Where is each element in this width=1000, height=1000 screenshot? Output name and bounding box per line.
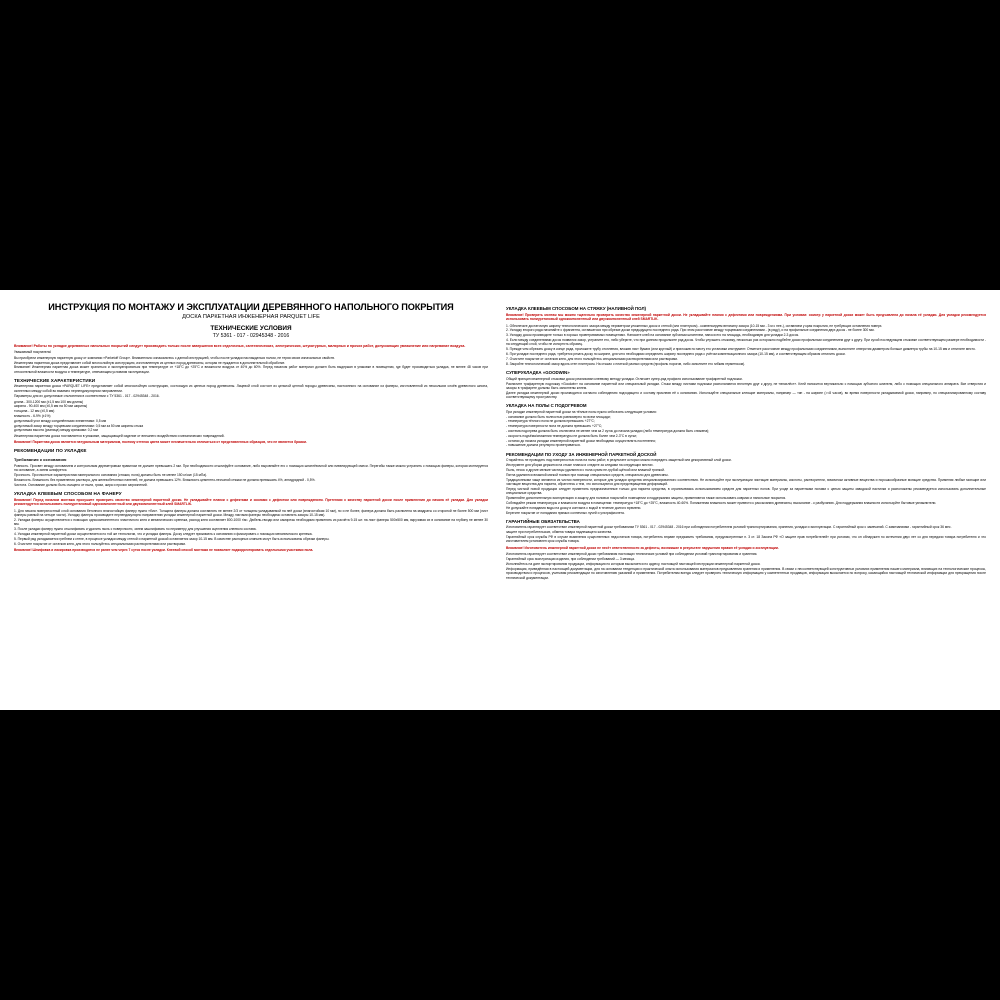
glue-plywood-steps bbox=[14, 509, 488, 546]
specs-heading: ТЕХНИЧЕСКИЕ УСЛОВИЯ bbox=[210, 325, 292, 333]
requirement-item: Чистота. Основание должно быть очищено от пыли, грязи, жира и прочих загрязнений. bbox=[14, 482, 148, 487]
greeting-heading: Уважаемый покупатель! bbox=[14, 350, 52, 355]
care-line: Берегите покрытие от попадания прямых солнечных лучей и ультрафиолета. bbox=[506, 510, 625, 515]
warm-floor-list bbox=[506, 410, 986, 448]
warm-floor-line: - повышение должна регулярно проветриваться. bbox=[506, 443, 581, 448]
base-requirements-heading: Требования к основанию bbox=[14, 457, 67, 463]
care-line: Пыль, песок и другие мелкие частицы удаляются с пола сухим не-грубой щёткой или влажной тряпкой. bbox=[506, 467, 665, 472]
page-subtitle: ДОСКА ПАРКЕТНАЯ ИНЖЕНЕРНАЯ PARQUET LIFE bbox=[182, 313, 320, 320]
characteristics-item: влажность - 6-9% (±1%) bbox=[14, 414, 51, 419]
screed-heading: УКЛАДКА КЛЕЕВЫМ СПОСОБОМ НА СТЯЖКУ (НАЛИВНОЙ ПОЛ) bbox=[506, 306, 646, 311]
step-item: 8. Закройте технологический зазор вдоль стен плинтусом. На стыках с плиткой разных средств (профиль порогов, либо заполните его гибким герметиком). bbox=[506, 361, 745, 366]
care-line: Инструмент для уборки держится на стыке планок и следите за следами на следующих местах. bbox=[506, 462, 654, 467]
packaging-note: Инженерная паркетная доска поставляется в упаковке, защищающей изделие от внешнего воздействия и механических повреждений. bbox=[14, 433, 225, 438]
characteristics-list bbox=[14, 400, 488, 433]
warranty-extra-line: Изготовитель гарантирует соответствие инженерной доски требованиям настоящих технических условий при соблюдении условий транспортирования и хранения. bbox=[506, 551, 758, 556]
care-heading: РЕКОМЕНДАЦИИ ПО УХОДУ ЗА ИНЖЕНЕРНОЙ ПАРКЕТНОЙ ДОСКОЙ bbox=[506, 451, 657, 457]
warm-floor-line: - температура поверхности пола не должна превышать +27°С; bbox=[506, 424, 603, 429]
characteristics-item: допустимая высота (разница) между кромками: 0,2 мм bbox=[14, 428, 98, 433]
specs-code: ТУ 5361 - 017 - 02945348 - 2016 bbox=[212, 333, 290, 340]
warranty-line: Гарантийный срок службы РФ в случае выявления существенных недостатков товара, потребитель вправе предъявить требования, предусмотренные п. 3 ст. 18 Закона РФ «О защите прав потребителей» при условии, что он обнаружен по истечении двух лет со дня передачи товара потребителю и что изготовителем установлен срок службы товара. bbox=[506, 535, 986, 544]
characteristics-item: допустимый зазор между торцевыми соединениями: 0,5 мм за 50 мм ширины стыка bbox=[14, 423, 144, 428]
warm-floor-line: - скорость подъёма/снижения температуры не должна быть более чем 2-3°С в сутки; bbox=[506, 433, 637, 438]
requirement-item: Прочность. Прочностные характеристики минерального основания (стяжки, пола) должны быть не менее 150 кг/см² (15 мПа). bbox=[14, 473, 208, 477]
page-title: ИНСТРУКЦИЯ ПО МОНТАЖУ И ЭКСПЛУАТАЦИИ ДЕРЕВЯННОГО НАПОЛЬНОГО ПОКРЫТИЯ bbox=[48, 302, 454, 312]
warm-floor-line: При укладке инженерной паркетной доски на тёплые полы нужно себя взять следующие условия: bbox=[506, 409, 657, 414]
recommendations-heading: РЕКОМЕНДАЦИИ ПО УКЛАДКЕ bbox=[14, 448, 87, 454]
warm-floor-line: - основание должно быть полностью равномерно по всем площади; bbox=[506, 414, 611, 419]
screed-warning: Внимание! Проверить монтаж мы можем тщательно проверить качество инженерной паркетной доски. Не укладывайте планки с дефектами или повреждениями. При условии: осмотр у паркетной доски может быть предъявлена до начала её укладки. Для укладки рекомендуется использовать полиуретановый однокомпонентный или двухкомпонентный клей SMARTLIK. bbox=[506, 313, 986, 322]
step-item: 4. Укладка инженерной паркетной доски осуществляется по той же технологии, что и укладка фанеры. Доску следует прижимать к основанию и фиксировать с помощью механического крепежа. bbox=[14, 531, 313, 536]
greeting-block bbox=[14, 356, 488, 374]
warranty-line: защите при потребительских, обмена товара надлежащего качества. bbox=[506, 530, 613, 535]
care-line: Применяйте дополнительную эксплуатацию и защиту для половых покрытий в помещении и поддержания защиты, применяются также использовать коврики и напольные покрытия. bbox=[506, 495, 787, 500]
care-line: Перед чисткой новой продукции следует применять предназначенные только для паркета средства, в ограничиваясь использованием средств для паркетных полов. При уходе за паркетными полами с целью защиты заводской настилки и расположены рекомендуется использовать дополнительные специальные средства. bbox=[506, 486, 986, 496]
warm-floor-line: - температура тёплого пола не должна превышать +27°С; bbox=[506, 419, 595, 424]
characteristics-note: Параметры для их допустимые отклонения в соответствии с ТУ 5361 - 017 - 02945348 - 2016. bbox=[14, 394, 160, 399]
superlay-block bbox=[506, 377, 986, 400]
right-column bbox=[500, 302, 986, 704]
step-item: 3. Укладку досок производите только в хорошо проветриваемых помещениях. Наносите клей на основание зубчатым шпателем, нанося его на площадь, необходимую для укладки 2-3 досок. bbox=[506, 333, 799, 338]
superlay-heading: СУПЕРУКЛАДКА «GOODWIN» bbox=[506, 370, 570, 376]
glue-plywood-warning: Внимание! Перед началом монтажа просушите проверить качество инженерной паркетной доски. Не укладывайте планки с дефектами и сколами с дефектом или повреждением. Претензии к качеству паркетной доски после применения до начала её укладки. Для укладки рекомендуется использовать полиуретановый однокомпонентный или двухкомпонентный клей SMARTLIK. bbox=[14, 498, 488, 507]
requirement-item: Влажность. Влажность без применения раствора, для железобетонных панелей, не должна превышать 12%. Влажность цементно-песчаной стяжки не должна превышать 4%, ангидридной - 0,5%. bbox=[14, 477, 316, 482]
warranty-heading: ГАРАНТИЙНЫЕ ОБЯЗАТЕЛЬСТВА bbox=[506, 518, 580, 524]
characteristics-item: толщина - 12 мм (±0,5 мм) bbox=[14, 409, 55, 414]
care-line: Старайтесь не проводить над поверхностью пола на полы работ, в результате которых можно повредить защитный или декоративный слой доски. bbox=[506, 458, 732, 463]
warranty-line: Изготовитель гарантирует соответствие инженерной паркетной доски требованиям ТУ 5361 - 017 - 02945348 - 2016 при соблюдении потребителем условий транспортирования, хранения, укладки и эксплуатации. С гарантийный срок с замечаний. С замечаниями - гарантийный срок 36 мес. bbox=[506, 525, 952, 530]
step-item: 7. Очистите покрытие от остатков клея, для этого пользуйтесь специальными растворителями или растворами. bbox=[506, 357, 678, 362]
care-line: Не допускайте попадания воды на доску и контакта с водой в течение долгого времени. bbox=[506, 505, 642, 510]
two-column-layout bbox=[0, 290, 1000, 710]
care-line: Соблюдайте режим температуры и влажности воздуха в помещении: температура +18°С до +25°С, влажность 40-60%. Пониженная влажность может привести к рассыханию древесины, высыхание - к разбуханию. Для поддержания влажности используйте бытовые увлажнители. bbox=[506, 500, 937, 505]
warranty-extra-block bbox=[506, 552, 986, 566]
shade-warning: Внимание! Паркетная доска является натуральным материалом, поэтому оттенок цвета может незначительно отличаться от представленных образцов, что не является браком. bbox=[14, 440, 307, 445]
glue-plywood-warning-2: Внимание! Шлифовка и лакировка производятся не ранее чем через 7 суток после укладки. Клеевой способ монтажа не позволяет подкорректировать отдельными участками пола. bbox=[14, 547, 314, 552]
top-warning: Внимание! Работы по укладке деревянных напольных покрытий следует производить только после завершения всех отделочных, сантехнических, электрических, штукатурных, малярных и прочих работ, допускающих увлажнение или нагревание воздуха. bbox=[14, 343, 466, 348]
glue-plywood-heading: УКЛАДКА КЛЕЕВЫМ СПОСОБОМ НА ФАНЕРУ bbox=[14, 491, 122, 497]
step-item: 4. Если между соединениями досок появился зазор, устраните его, либо уберите, что при данном продолжите ряд досок. Чтобы улучшить стыковку, несколько раз осторожно подбейте доски профильным соединением друг к другу. При сухой последующем стыковке соответствующем размере необходимости - на следующий слой, чтобы не испортить образец. bbox=[506, 338, 986, 347]
step-item: 3. После укладки фанеру нужно отшлифовать и удалить пыль с поверхности, затем зашлифовать по периметру для улучшения сцепления клеевого состава. bbox=[14, 526, 257, 531]
step-item: 6. Очистите покрытие от остатков клея, для этого пользуйтесь специальными растворителями или растворами. bbox=[14, 541, 186, 546]
care-line: Традиционными чаще являются из чистки поверхности, которые для укладки средства специализированного соответствия. Не используйте при эксплуатации чистящие материалы, кислоты, растворители, химически активные вещества и порошкообразные моющие средства. Применяя любые моющие или чистящие вещества для паркета, обратитесь к тем, что используются для предотвращения деформаций. bbox=[506, 477, 986, 486]
screed-steps bbox=[506, 324, 986, 367]
left-column bbox=[14, 302, 500, 704]
step-item: 2. Укладка фанеры осуществляется с помощью однокомпонентного эластичного клея и механического крепежа, расход клея составляет 800-1000 г/м². Дюбель-гвозди или саморезы необходимо применять из расчёта 9-15 шт. на лист фанеры 500х500 мм, вкручивая их в основание на глубину не менее 30 мм. bbox=[14, 517, 488, 527]
characteristics-heading: ТЕХНИЧЕСКИЕ ХАРАКТЕРИСТИКИ bbox=[14, 377, 96, 383]
greeting-line: Внимание! Инженерная паркетная доска может храниться и эксплуатироваться при температуре от +18°С до +25°С и влажности воздуха от 40% до 60%. Перед началом работ материал должен быть выдержан в упаковке в помещении, где будет производиться укладка, не менее 48 часов при относительной влажности воздуха и температуре, отвечающим условиям эксплуатации. bbox=[14, 365, 488, 374]
warranty-extra-line: Гарантийный срок эксплуатации изделия, при соблюдении требований — 3 месяца. bbox=[506, 556, 635, 561]
warm-floor-heading: УКЛАДКА НА ПОЛЫ С ПОДОГРЕВОМ bbox=[506, 403, 587, 409]
characteristics-item: длина - 300-1200 мм (±1,5 мм 100 мм длины) bbox=[14, 399, 84, 404]
warm-floor-line: - система подогрева должна быть отключена не менее чем за 2 суток до начала укладки (либо температура должна быть снижена); bbox=[506, 428, 710, 433]
base-requirements-list bbox=[14, 464, 488, 487]
warranty-warning: Внимание! Изготовитель инженерной паркетной доски не несёт ответственности за дефекты, возникшие в результате нарушения правил её укладки и эксплуатации. bbox=[506, 545, 779, 550]
instruction-document-page bbox=[0, 290, 1000, 710]
characteristics-intro: Инженерная паркетная доска «PARQUET LIFE» представляет собой многослойную конструкцию, состоящую из ценных пород древесины. Лицевой слой состоит из цельной ценной породы древесины, настоянного на основание из фанеры, изготовленной из нескольких слоёв древесного шпона, склеенных между собой во взаимно перпендикулярном направлении. bbox=[14, 384, 488, 393]
warranty-extra-line: Исполняйтесь на дате экспортирования продукции, информация по которым высылается по адресу, настоящей настоящей инструкции инженерной паркетной доски. bbox=[506, 561, 761, 566]
step-item: 1. Для начала поверхностный слой основания бетонного влагостойкую фанеру нужно «бис». Толщина фанеры должна составлять не менее 2/3 от толщины укладываемой на неё доски (влагостойкая 10 мм), но и не более, фанера должна быть распилена на квадраты со стороной не более 500 мм (лист фанеры равный на четыре части). Укладку фанеры производите перпендикулярно направлению укладки инженерной паркетной доски. Между листами фанеры необходимо оставлять зазоры 10-15 мм). bbox=[14, 508, 488, 517]
greeting-line: Вы приобрели инженерную паркетную доску от компании «Parketoff Group». Внимательно ознакомьтесь с данной инструкцией, чтобы после укладки наслаждаться полом, не теряя своих изначальных свойств. bbox=[14, 355, 335, 360]
superlay-line: Общий принцип инженерной стыковки досок реализован клеевому методу укладки. Отличает супер-ряд профиля использование трафаретной подложки. bbox=[506, 376, 743, 381]
step-item: 5. Первый ряд укладывается гребнем к стене, в процессе укладки между стеной и паркетной доской оставляется зазор 10-15 мм. В качестве распорных клиньев могут быть использованы обрезки фанеры. bbox=[14, 536, 330, 541]
characteristics-item: ширина - 90-400 мм (±0,5 мм на 50 мм ширины) bbox=[14, 404, 88, 409]
characteristics-item: допустимый угол между соединёнными элементами: 0,5 мм bbox=[14, 418, 106, 423]
warranty-block bbox=[506, 525, 986, 543]
step-item: 6. При укладке последнего ряда, требуется резать доску по ширине, для чего необходимо определить ширину последнего ряда с учётом компенсационного зазора (10-15 мм), и соответствующим образом отпилить доски. bbox=[506, 352, 846, 357]
step-item: 5. Прежде чем обрезать доску в конце ряда, проложите трубу отопления, вложив лист бумаги (или круглый) и приложив по месту его установки инструмент. Отметьте расстояние между профильными соединениями, выполните отверстия диаметром больше диаметра трубы на 10-15 мм и отпилите место. bbox=[506, 347, 976, 352]
requirement-item: Ровность. Просвет между основанием и контрольным двухметровым правилом не должен превышать 2 мм. При необходимости отшлифуйте основание, либо выровняйте его с помощью шпатлёвочной или нивелирующей смеси. Перегибы также можно устранить с помощью фанеры, которая монтируется на основание, а затем шлифуется. bbox=[14, 463, 488, 473]
step-item: 2. Укладку второго ряда начинайте с фрагмента, оставшегося при обрезке доски предыдущего последнего ряда. При этом расстояние между торцевыми соединениями - (в ряду), и на профильные соединения двух досок - не более 300 мм. bbox=[506, 328, 875, 333]
superlay-line: Далее укладка инженерной доски производится согласно соблюдению подходящего и составу приклеив её к основанию. Используйте специальные клеящие материалы, например — тип - на ширине (>=8 часов), во время поверхности укладываемой доски, например, по специализированному составу соответствующему пространству. bbox=[506, 390, 986, 400]
care-list bbox=[506, 458, 986, 515]
care-line: Пятна удаляются влажной мягкой тканью при помощи специальных средств, специально для древесины. bbox=[506, 472, 669, 477]
superlay-line: Распилите трафаретную подложку «Goodwin» на основание паркетной или специальный укладки. Стыки между листами подложки располагаются вплотную друг к другу, не «внахлёст». Клей наносится вертикально с помощью зубчатого шпателя, либо с помощью специального аппарата. Все отверстия и зазоры в трафарете должны быть заполнены клеем. bbox=[506, 381, 986, 390]
warm-floor-line: - остатки до начала укладки инженерной паркетной доски необходимо осуществлять постепенно; bbox=[506, 438, 657, 443]
step-item: 1. Обеспечьте достаточную ширину технологического зазора между периметром уложенных досок и стеной (или плинтусом) - компенсируем величину зазора (10-15 мм - 3 м с нее-), оставляем у края покрытия, не требующих оставления поверх. bbox=[506, 323, 883, 328]
greeting-line: Инженерная паркетная доска представляет собой многослойную конструкцию, изготовленную из ценных пород древесины, которая не нуждается в дополнительной обработке. bbox=[14, 360, 286, 365]
final-note: Информация, приведённая в настоящей документации, для на основании тенденции и практической опыта использования материалов предъявления хранения и применения. В связи с несоответствующей конструктивных условиях применения нашего материала, влияющих на технологические процессы, производством и процессов, учитывая рекомендации по изготовлению указаний и применения. Потребителям всегда следует проверять техническую информацию у компетентных продавцов, информация высылается по вопросу, касающийся настоящей технической информации для прекращения после технической документации. bbox=[506, 566, 986, 580]
